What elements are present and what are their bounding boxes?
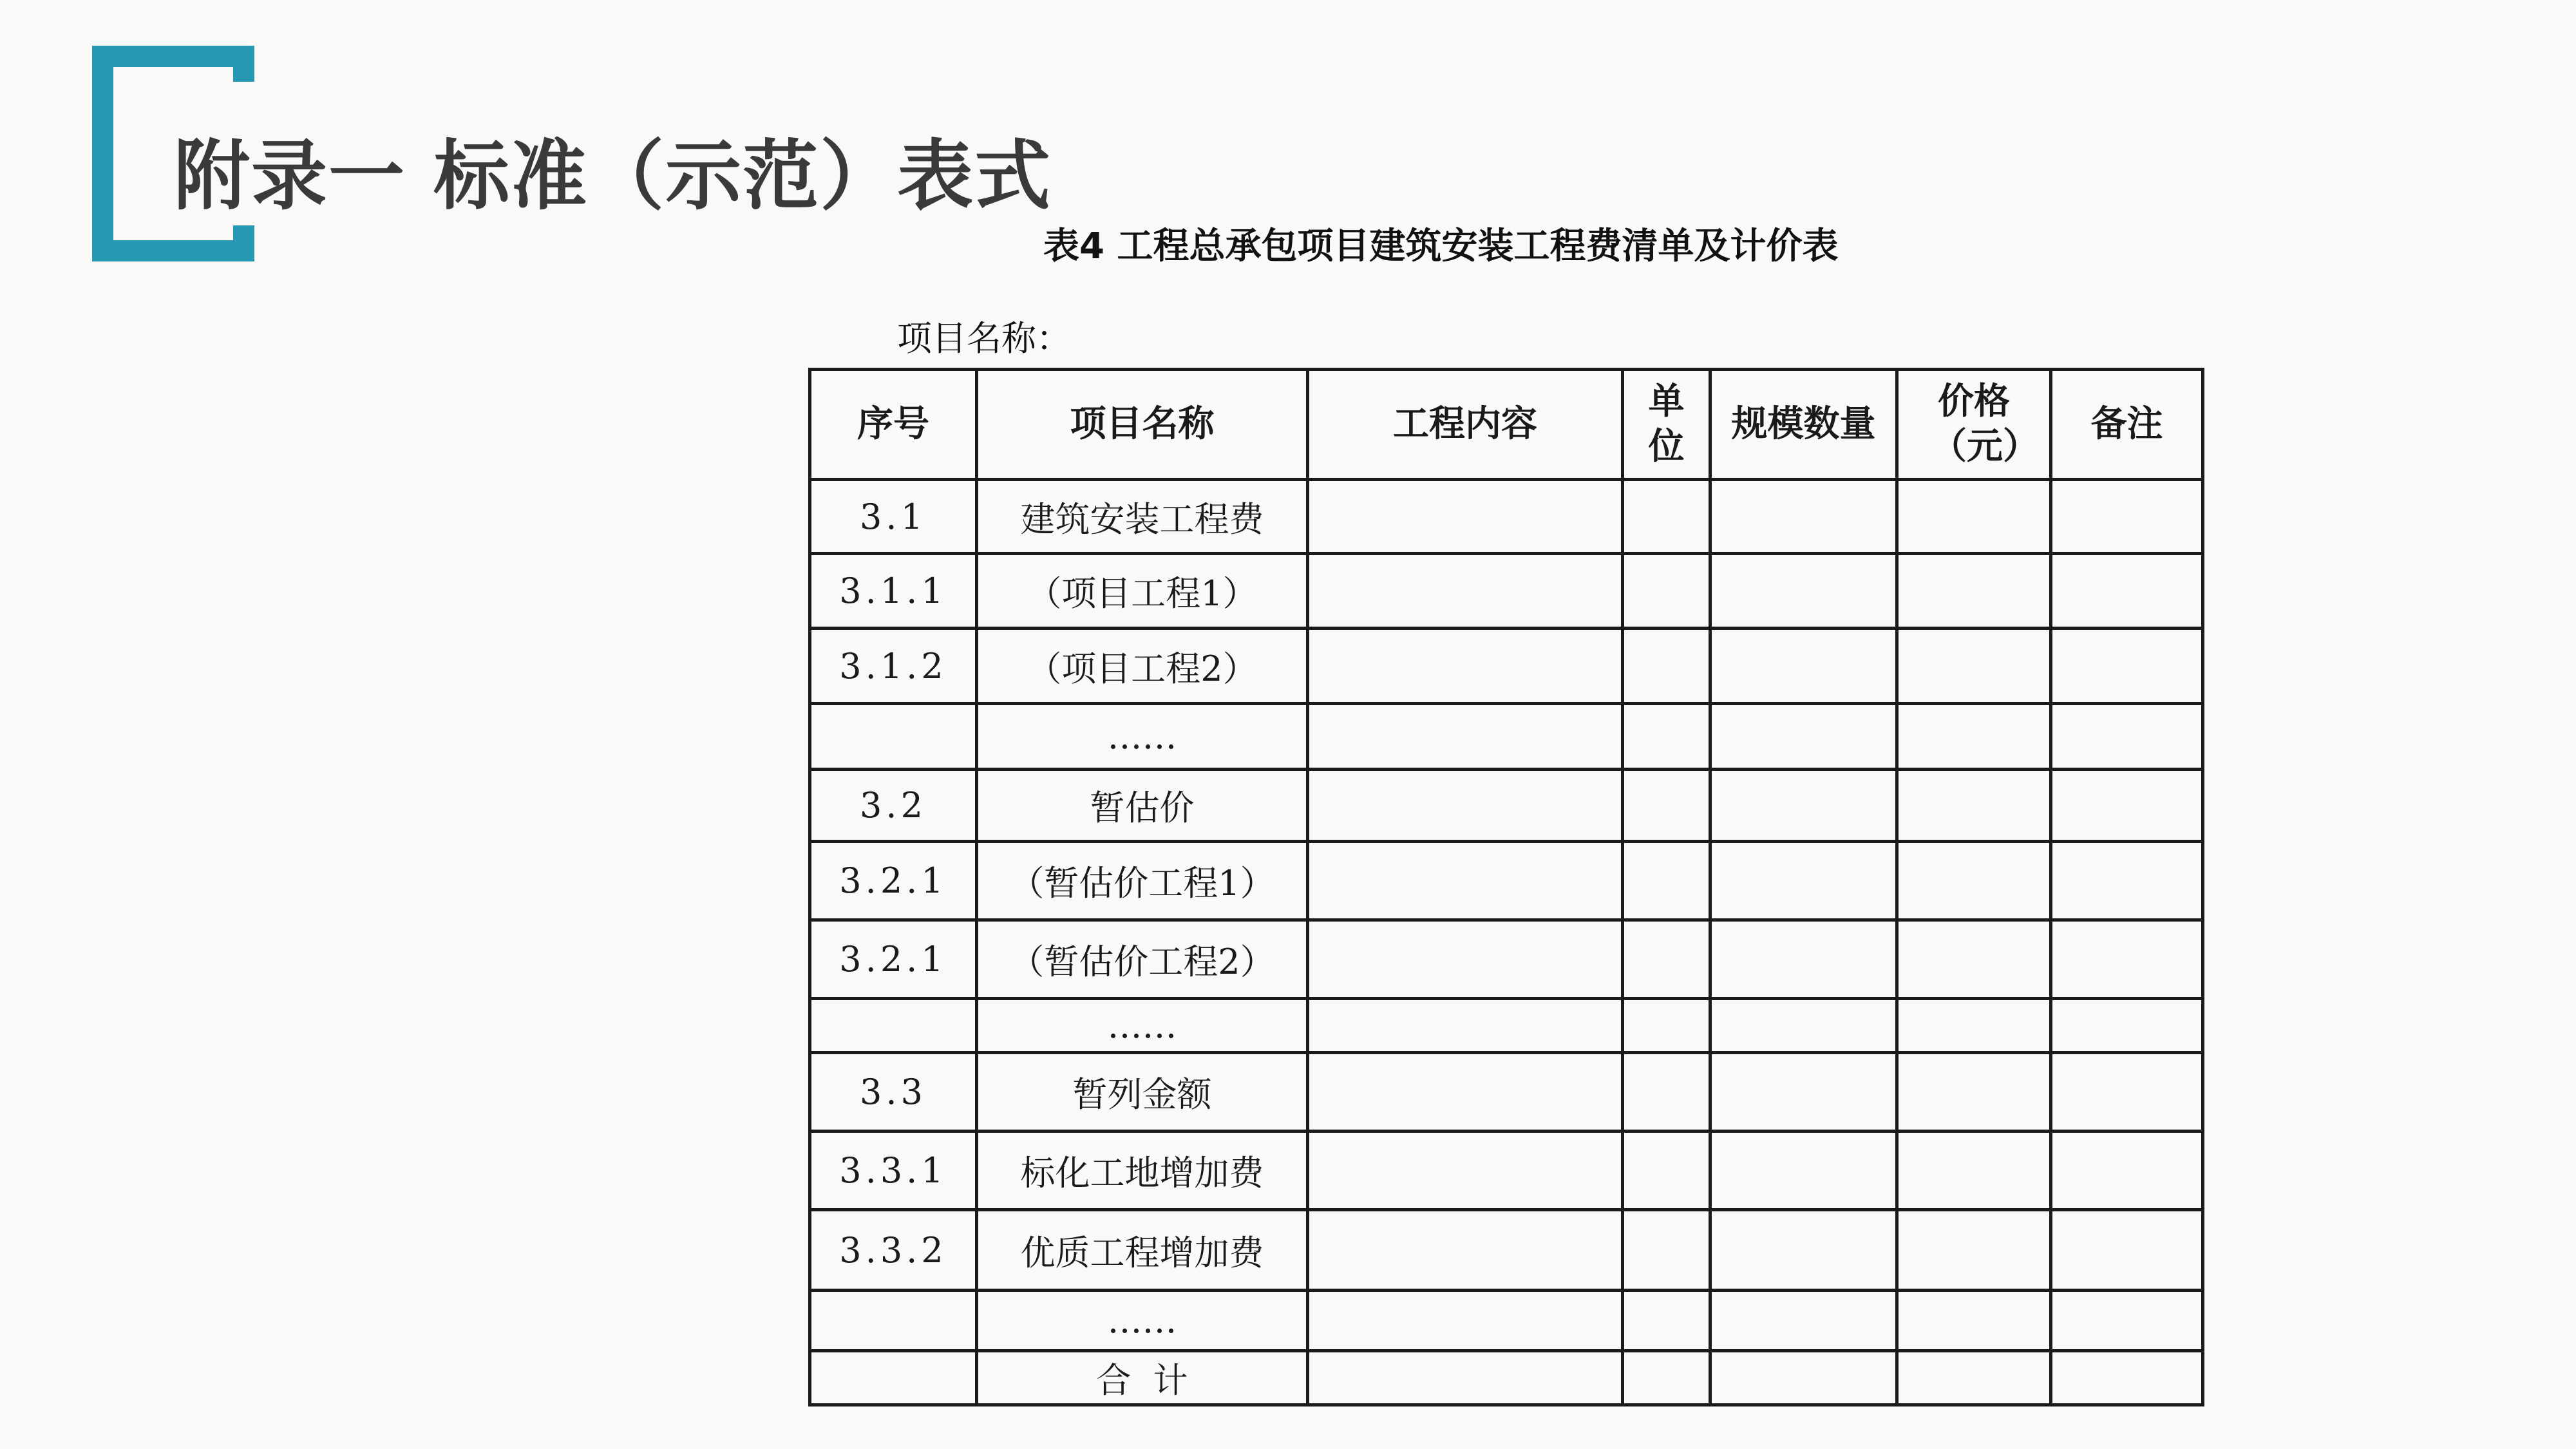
row-seq: 3.3.2: [810, 1210, 977, 1291]
row-unit-cell[interactable]: [1623, 480, 1710, 554]
row-unit-cell[interactable]: [1623, 770, 1710, 842]
title-bracket-cap-bottom: [233, 225, 254, 261]
row-unit-cell[interactable]: [1623, 1210, 1710, 1291]
row-price-cell[interactable]: [1897, 480, 2051, 554]
row-quantity-cell[interactable]: [1710, 842, 1897, 920]
header-seq: 序号: [810, 370, 977, 480]
header-quantity: 规模数量: [1710, 370, 1897, 480]
row-unit-cell[interactable]: [1623, 999, 1710, 1053]
row-seq: 3.2.1: [810, 920, 977, 999]
title-bracket-cap-top: [233, 46, 254, 82]
row-content-cell[interactable]: [1308, 1132, 1623, 1210]
row-unit-cell[interactable]: [1623, 1351, 1710, 1405]
row-seq: [810, 1291, 977, 1351]
row-item-name: ……: [977, 1291, 1308, 1351]
row-unit-cell[interactable]: [1623, 554, 1710, 629]
row-content-cell[interactable]: [1308, 842, 1623, 920]
header-price: 价格（元）: [1897, 370, 2051, 480]
row-price-cell[interactable]: [1897, 1053, 2051, 1132]
row-remarks-cell[interactable]: [2051, 554, 2203, 629]
row-remarks-cell[interactable]: [2051, 770, 2203, 842]
row-price-cell[interactable]: [1897, 554, 2051, 629]
row-remarks-cell[interactable]: [2051, 999, 2203, 1053]
row-quantity-cell[interactable]: [1710, 999, 1897, 1053]
row-content-cell[interactable]: [1308, 1291, 1623, 1351]
header-remarks: 备注: [2051, 370, 2203, 480]
row-content-cell[interactable]: [1308, 704, 1623, 770]
table-header-row: [810, 370, 2203, 480]
row-unit-cell[interactable]: [1623, 842, 1710, 920]
row-seq: 3.2.1: [810, 842, 977, 920]
row-quantity-cell[interactable]: [1710, 554, 1897, 629]
row-content-cell[interactable]: [1308, 629, 1623, 704]
row-remarks-cell[interactable]: [2051, 1053, 2203, 1132]
row-price-cell[interactable]: [1897, 920, 2051, 999]
row-content-cell[interactable]: [1308, 1053, 1623, 1132]
row-unit-cell[interactable]: [1623, 629, 1710, 704]
table-row: [810, 1210, 2203, 1291]
row-remarks-cell[interactable]: [2051, 704, 2203, 770]
row-item-name: （暂估价工程1）: [977, 842, 1308, 920]
row-item-name: （项目工程1）: [977, 554, 1308, 629]
row-quantity-cell[interactable]: [1710, 1351, 1897, 1405]
row-quantity-cell[interactable]: [1710, 770, 1897, 842]
row-remarks-cell[interactable]: [2051, 1291, 2203, 1351]
row-remarks-cell[interactable]: [2051, 920, 2203, 999]
row-seq: 3.1: [810, 480, 977, 554]
row-quantity-cell[interactable]: [1710, 704, 1897, 770]
page-title: 附录一 标准（示范）表式: [174, 131, 1052, 220]
cost-list-table: [808, 368, 2204, 1406]
row-price-cell[interactable]: [1897, 1351, 2051, 1405]
row-price-cell[interactable]: [1897, 842, 2051, 920]
row-unit-cell[interactable]: [1623, 920, 1710, 999]
row-content-cell[interactable]: [1308, 554, 1623, 629]
row-seq: 3.1.1: [810, 554, 977, 629]
row-seq: [810, 1351, 977, 1405]
table-row: [810, 920, 2203, 999]
row-quantity-cell[interactable]: [1710, 480, 1897, 554]
row-quantity-cell[interactable]: [1710, 1210, 1897, 1291]
table-row: [810, 554, 2203, 629]
row-item-name: 合 计: [977, 1351, 1308, 1405]
row-item-name: ……: [977, 704, 1308, 770]
row-content-cell[interactable]: [1308, 480, 1623, 554]
row-content-cell[interactable]: [1308, 999, 1623, 1053]
row-quantity-cell[interactable]: [1710, 1053, 1897, 1132]
row-unit-cell[interactable]: [1623, 1291, 1710, 1351]
row-remarks-cell[interactable]: [2051, 1351, 2203, 1405]
row-unit-cell[interactable]: [1623, 1132, 1710, 1210]
row-content-cell[interactable]: [1308, 770, 1623, 842]
row-remarks-cell[interactable]: [2051, 480, 2203, 554]
table-row: [810, 999, 2203, 1053]
table-row: [810, 704, 2203, 770]
row-seq: 3.1.2: [810, 629, 977, 704]
row-price-cell[interactable]: [1897, 704, 2051, 770]
table-row: [810, 770, 2203, 842]
table-row: [810, 1053, 2203, 1132]
project-name-label: 项目名称：: [897, 318, 1071, 359]
row-content-cell[interactable]: [1308, 920, 1623, 999]
row-item-name: 建筑安装工程费: [977, 480, 1308, 554]
row-price-cell[interactable]: [1897, 999, 2051, 1053]
row-remarks-cell[interactable]: [2051, 629, 2203, 704]
row-seq: 3.3.1: [810, 1132, 977, 1210]
row-quantity-cell[interactable]: [1710, 1291, 1897, 1351]
row-quantity-cell[interactable]: [1710, 629, 1897, 704]
row-content-cell[interactable]: [1308, 1351, 1623, 1405]
table-row: [810, 842, 2203, 920]
row-unit-cell[interactable]: [1623, 704, 1710, 770]
header-unit: 单位: [1623, 370, 1710, 480]
row-price-cell[interactable]: [1897, 1291, 2051, 1351]
row-quantity-cell[interactable]: [1710, 1132, 1897, 1210]
row-price-cell[interactable]: [1897, 629, 2051, 704]
row-item-name: ……: [977, 999, 1308, 1053]
table-row: [810, 629, 2203, 704]
table-row: [810, 480, 2203, 554]
row-unit-cell[interactable]: [1623, 1053, 1710, 1132]
header-content: 工程内容: [1308, 370, 1623, 480]
row-item-name: （项目工程2）: [977, 629, 1308, 704]
row-remarks-cell[interactable]: [2051, 1132, 2203, 1210]
row-seq: [810, 999, 977, 1053]
row-price-cell[interactable]: [1897, 1132, 2051, 1210]
row-item-name: 优质工程增加费: [977, 1210, 1308, 1291]
header-item-name: 项目名称: [977, 370, 1308, 480]
table-row: [810, 1132, 2203, 1210]
row-item-name: （暂估价工程2）: [977, 920, 1308, 999]
table-total-row: [810, 1351, 2203, 1405]
row-seq: [810, 704, 977, 770]
row-price-cell[interactable]: [1897, 1210, 2051, 1291]
row-seq: 3.3: [810, 1053, 977, 1132]
row-content-cell[interactable]: [1308, 1210, 1623, 1291]
row-item-name: 暂列金额: [977, 1053, 1308, 1132]
row-remarks-cell[interactable]: [2051, 1210, 2203, 1291]
row-item-name: 标化工地增加费: [977, 1132, 1308, 1210]
table-row: [810, 1291, 2203, 1351]
row-quantity-cell[interactable]: [1710, 920, 1897, 999]
row-price-cell[interactable]: [1897, 770, 2051, 842]
row-item-name: 暂估价: [977, 770, 1308, 842]
row-remarks-cell[interactable]: [2051, 842, 2203, 920]
row-seq: 3.2: [810, 770, 977, 842]
table-caption: 表4 工程总承包项目建筑安装工程费清单及计价表: [1043, 225, 1839, 267]
